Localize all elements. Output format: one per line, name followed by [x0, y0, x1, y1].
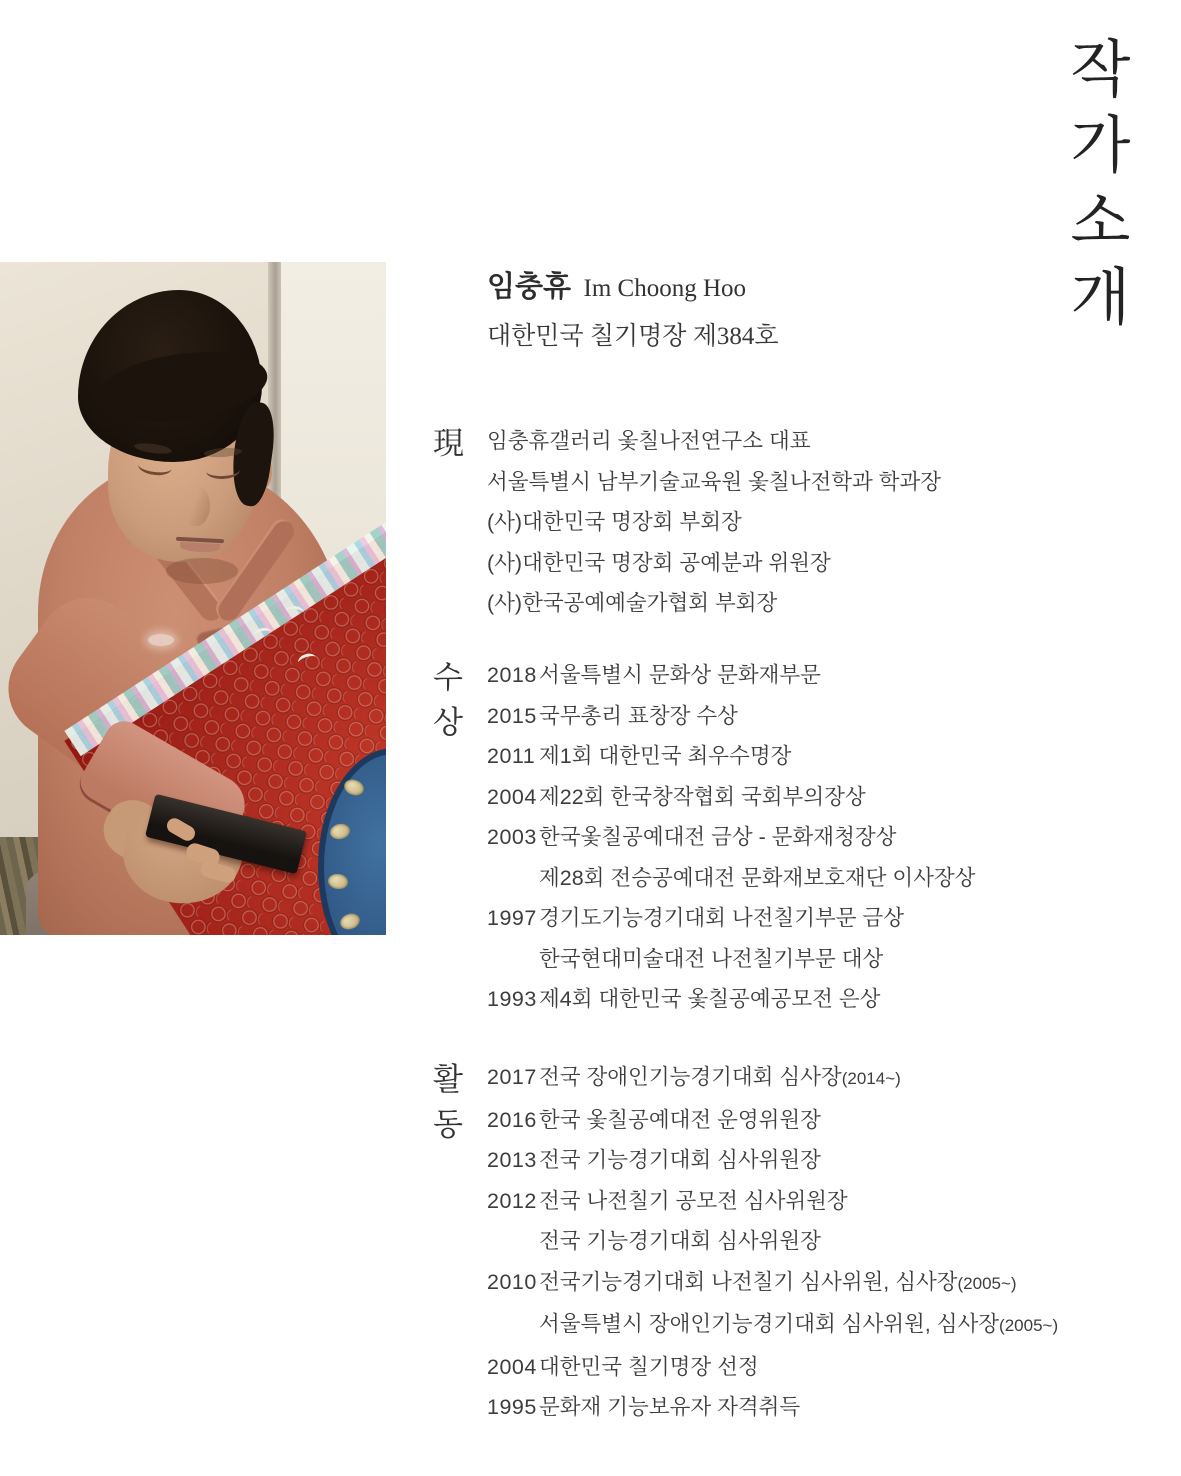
- item-year: 2016: [487, 1107, 537, 1132]
- item-year: 2018: [487, 663, 537, 687]
- item-year: 2003: [487, 825, 537, 849]
- item-year: 1993: [487, 987, 537, 1011]
- item-year: 2004: [487, 784, 537, 809]
- list-item: 2003 한국옻칠공예대전 금상 - 문화재청장상: [487, 817, 975, 858]
- artist-photo: [0, 262, 386, 935]
- list-item: 서울특별시 남부기술교육원 옻칠나전학과 학과장: [487, 469, 942, 494]
- item-year: 2017: [487, 1065, 537, 1089]
- artist-name-korean: 임충휴: [487, 271, 572, 303]
- artist-name-line: [487, 264, 779, 305]
- section-header-activities: 활동: [433, 1062, 465, 1142]
- paint-smudge: [148, 634, 174, 646]
- item-year: [487, 939, 539, 980]
- list-item: 2016 한국 옻칠공예대전 운영위원장: [487, 1100, 1058, 1141]
- artist-title-line: 대한민국 칠기명장 제384호: [487, 323, 779, 350]
- list-item: 전국 기능경기대회 심사위원장: [487, 1221, 1058, 1262]
- list-item: 한국현대미술대전 나전칠기부문 대상: [487, 939, 975, 980]
- list-item: 2017 전국 장애인기능경기대회 심사장 (2014~): [487, 1057, 1058, 1100]
- list-item: 임충휴갤러리 옻칠나전연구소 대표: [487, 429, 811, 453]
- list-item: 제28회 전승공예대전 문화재보호재단 이사장상: [487, 858, 975, 899]
- list-item: 2015 국무총리 표창장 수상: [487, 696, 975, 737]
- artist-name-block: [487, 264, 779, 352]
- list-item: 1997 경기도기능경기대회 나전칠기부문 금상: [487, 898, 975, 939]
- page-title-vertical: 작가소개: [1060, 36, 1128, 340]
- item-year: [487, 1304, 539, 1347]
- item-year: [487, 858, 539, 899]
- list-item: 2018 서울특별시 문화상 문화재부문: [487, 655, 975, 696]
- item-year: 2013: [487, 1148, 537, 1172]
- item-year: 2012: [487, 1188, 537, 1213]
- list-item: 2010 전국기능경기대회 나전칠기 심사위원, 심사장 (2005~): [487, 1262, 1058, 1305]
- chin-shadow: [166, 558, 238, 584]
- item-year: 2004: [487, 1354, 537, 1379]
- item-year: 2015: [487, 703, 537, 728]
- item-year: 1995: [487, 1395, 537, 1419]
- section-items-awards: [487, 655, 975, 1020]
- list-item: 2004 대한민국 칠기명장 선정: [487, 1347, 1058, 1388]
- item-note: (2005~): [957, 1273, 1017, 1293]
- section-header-awards: 수상: [433, 660, 465, 740]
- section-items-activities: [487, 1057, 1058, 1428]
- list-item: 2013 전국 기능경기대회 심사위원장: [487, 1140, 1058, 1181]
- section-header-current: 現: [433, 426, 466, 461]
- section-items-current: [487, 421, 941, 624]
- artist-name-english: Im Choong Hoo: [583, 275, 746, 302]
- item-note: (2014~): [841, 1069, 901, 1088]
- list-item: 2012 전국 나전칠기 공모전 심사위원장: [487, 1181, 1058, 1222]
- section-awards: [433, 655, 975, 1020]
- section-current: [433, 421, 941, 624]
- item-year: 1997: [487, 906, 537, 930]
- list-item: (사)대한민국 명장회 부회장: [487, 510, 742, 534]
- item-year: 2010: [487, 1269, 537, 1294]
- list-item: 1993 제4회 대한민국 옻칠공예공모전 은상: [487, 979, 975, 1020]
- item-year: [487, 1221, 539, 1262]
- item-note: (2005~): [999, 1316, 1059, 1335]
- list-item: 서울특별시 장애인기능경기대회 심사위원, 심사장 (2005~): [487, 1304, 1058, 1347]
- item-year: 2011: [487, 744, 536, 768]
- list-item: 2011 제1회 대한민국 최우수명장: [487, 736, 975, 777]
- list-item: (사)한국공예예술가협회 부회장: [487, 591, 778, 615]
- list-item: 2004 제22회 한국창작협회 국회부의장상: [487, 777, 975, 818]
- list-item: 1995 문화재 기능보유자 자격취득: [487, 1387, 1058, 1428]
- section-activities: [433, 1057, 1058, 1428]
- list-item: (사)대한민국 명장회 공예분과 위원장: [487, 550, 831, 575]
